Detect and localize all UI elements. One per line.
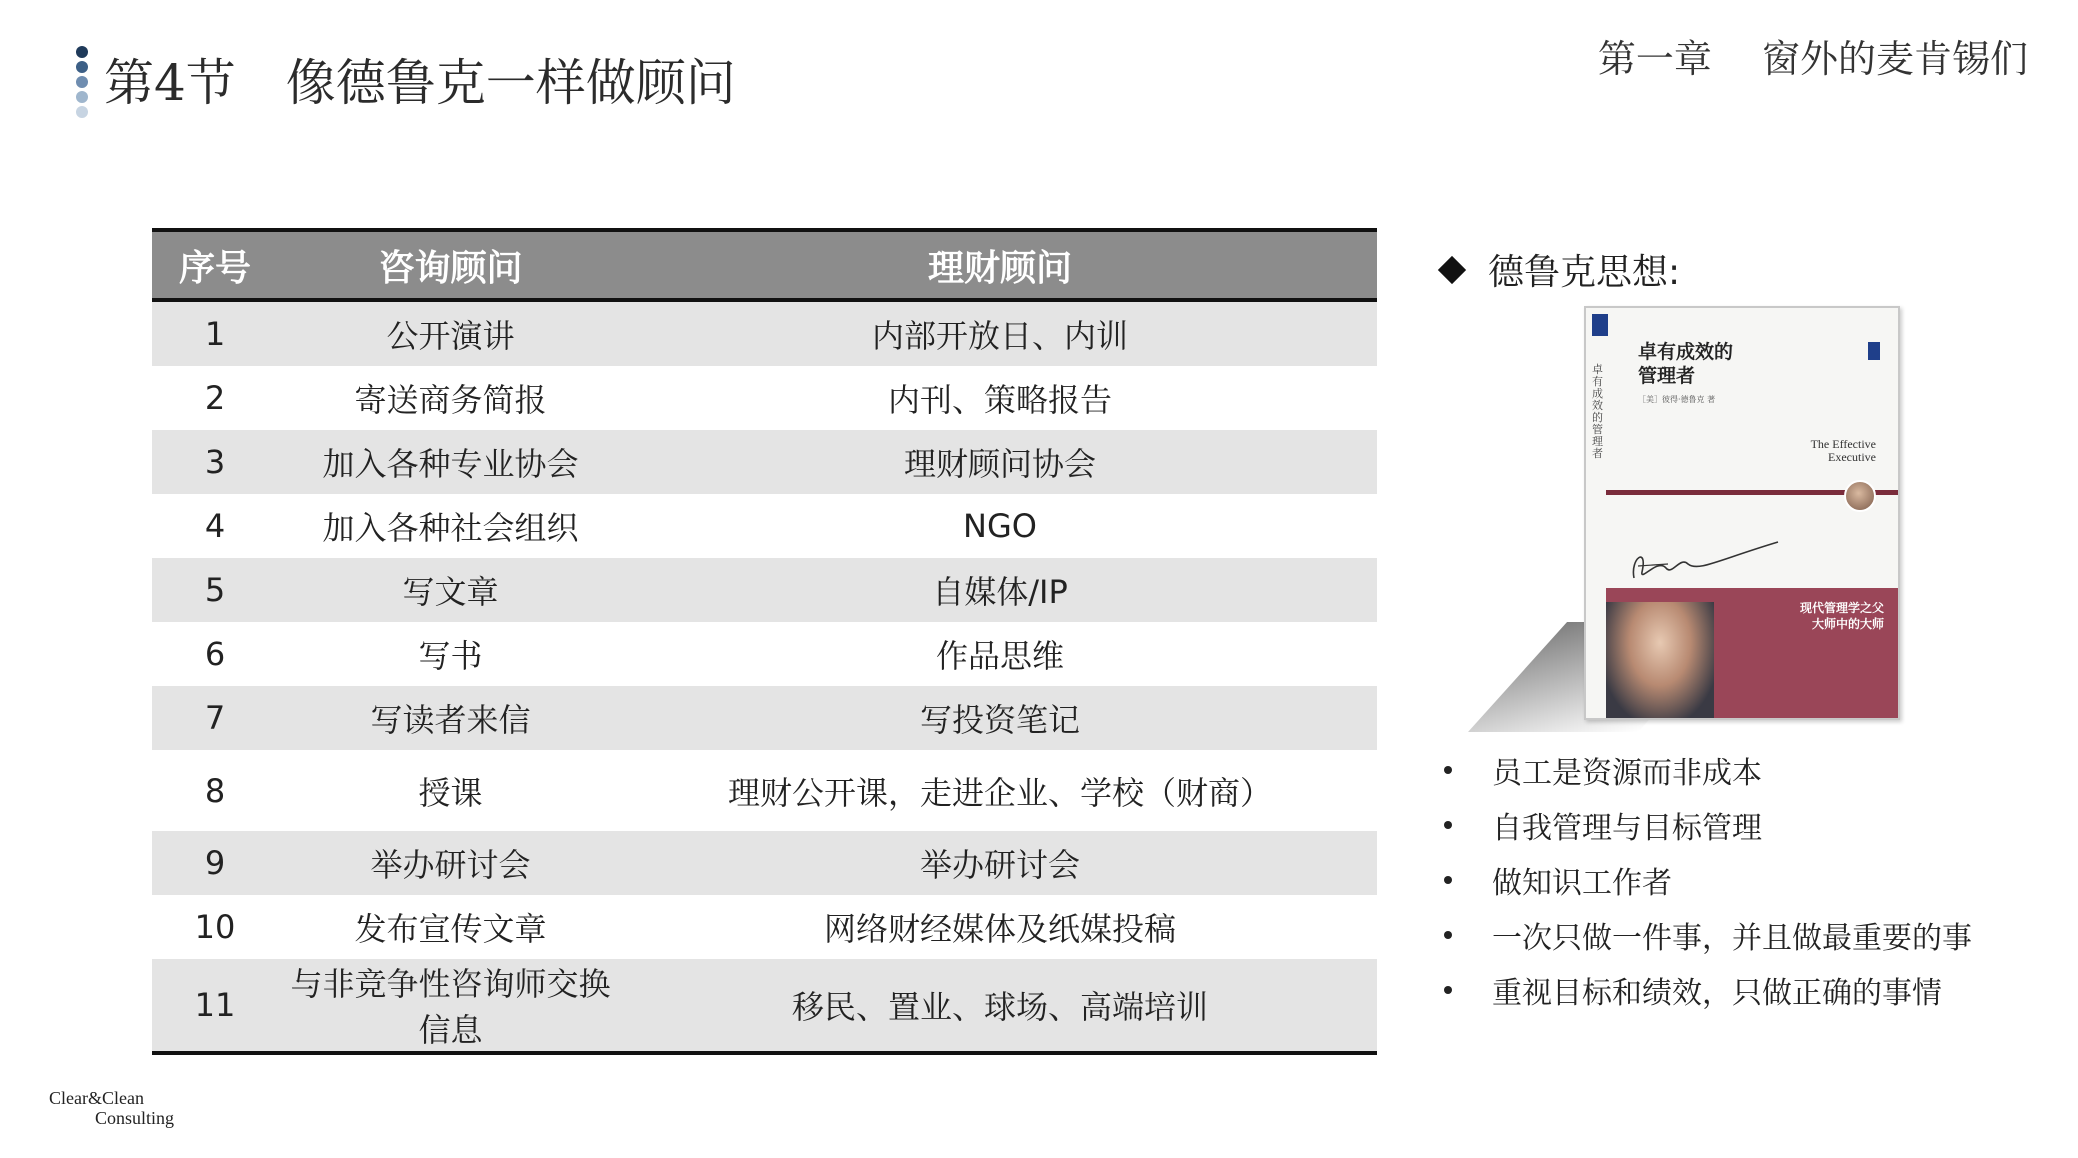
bullet-dot-icon — [1444, 821, 1452, 829]
book-english-line-1: The Effective — [1810, 437, 1876, 451]
dot-3 — [76, 76, 88, 88]
cell-consultant: 写书 — [418, 637, 483, 675]
book-author: ［美］彼得·德鲁克 著 — [1638, 395, 1716, 404]
book-english-line-2: Executive — [1828, 450, 1876, 464]
author-portrait-small — [1844, 480, 1876, 512]
table-header-row — [152, 230, 1377, 300]
dot-1 — [76, 46, 88, 58]
header-consultant: 咨询顾问 — [278, 230, 623, 300]
cell-financial: 理财顾问协会 — [623, 430, 1377, 494]
cell-index: 6 — [204, 635, 226, 673]
dot-5 — [76, 106, 88, 118]
table-row — [152, 494, 1377, 558]
cell-financial: 举办研讨会 — [623, 831, 1377, 895]
bullet-dot-icon — [1444, 876, 1452, 884]
diamond-bullet-icon — [1438, 255, 1466, 283]
cell-index: 1 — [152, 300, 278, 366]
dot-4 — [76, 91, 88, 103]
cell-consultant: 与非竞争性咨询师交换信息 — [278, 959, 623, 1053]
cell-index: 11 — [152, 959, 278, 1053]
table-row — [152, 558, 1377, 622]
cell-consultant: 加入各种专业协会 — [278, 430, 623, 494]
cell-consultant: 写读者来信 — [278, 686, 623, 750]
list-item — [1440, 907, 1972, 962]
table-row — [152, 366, 1377, 430]
publisher-logo-right-icon — [1868, 342, 1880, 360]
cell-consultant: 授课 — [418, 773, 483, 812]
cell-index: 8 — [204, 771, 226, 810]
list-item — [1440, 852, 1972, 907]
table-row — [152, 300, 1377, 366]
cell-index: 3 — [152, 430, 278, 494]
book-title — [1638, 340, 1733, 388]
book-bottom-panel — [1606, 588, 1898, 718]
cell-index: 10 — [194, 908, 236, 946]
comparison-table — [152, 228, 1377, 1055]
brand-line-1: Clear&Clean — [49, 1088, 144, 1108]
chapter-label: 第一章 窗外的麦肯锡们 — [1597, 37, 2028, 81]
table-row — [152, 686, 1377, 750]
cell-index: 9 — [152, 831, 278, 895]
cell-index: 7 — [152, 686, 278, 750]
book-spine-text: 卓有成效的管理者 — [1592, 363, 1603, 460]
cell-index: 5 — [152, 558, 278, 622]
book-title-line-1: 卓有成效的 — [1638, 341, 1734, 363]
publisher-logo-icon — [1592, 314, 1608, 336]
cell-consultant: 寄送商务简报 — [354, 381, 547, 419]
dot-2 — [76, 61, 88, 73]
cell-financial: 自媒体/IP — [623, 558, 1377, 622]
list-item-text: 一次只做一件事，并且做最重要的事 — [1492, 920, 1972, 956]
cell-financial: 写投资笔记 — [623, 686, 1377, 750]
title-bullet-dots — [76, 46, 90, 121]
cell-financial: 内部开放日、内训 — [623, 300, 1377, 366]
book-cover — [1584, 306, 1900, 720]
cell-financial: NGO — [963, 507, 1037, 545]
cell-financial: 移民、置业、球场、高端培训 — [623, 959, 1377, 1053]
brand-logo — [49, 1088, 174, 1128]
header-financial-advisor: 理财顾问 — [623, 230, 1377, 300]
table-row — [152, 750, 1377, 831]
list-item — [1440, 742, 1972, 797]
bullet-dot-icon — [1444, 766, 1452, 774]
drucker-ideas-list — [1440, 742, 1972, 1017]
table-row — [152, 622, 1377, 686]
bullet-dot-icon — [1444, 986, 1452, 994]
cell-consultant: 写文章 — [278, 558, 623, 622]
drucker-heading — [1438, 244, 1680, 295]
book-title-line-2: 管理者 — [1638, 365, 1696, 387]
list-item-text: 重视目标和绩效，只做正确的事情 — [1492, 975, 1942, 1011]
list-item-text: 自我管理与目标管理 — [1492, 810, 1762, 846]
cell-index: 4 — [204, 507, 226, 545]
list-item — [1440, 797, 1972, 852]
brand-line-2: Consulting — [95, 1108, 175, 1128]
page-title: 第4节 像德鲁克一样做顾问 — [104, 54, 736, 112]
author-portrait — [1606, 602, 1714, 718]
book-subtitle-line-1: 现代管理学之父 — [1799, 601, 1884, 615]
table-row — [152, 430, 1377, 494]
list-item — [1440, 962, 1972, 1017]
book-cover-image — [1468, 306, 1898, 720]
list-item-text: 做知识工作者 — [1492, 865, 1672, 901]
cell-financial: 内刊、策略报告 — [887, 381, 1112, 419]
cell-consultant: 举办研讨会 — [278, 831, 623, 895]
table-row — [152, 895, 1377, 959]
cell-index: 2 — [204, 379, 226, 417]
book-english-title — [1811, 438, 1876, 464]
cell-consultant: 加入各种社会组织 — [322, 509, 579, 547]
table-row — [152, 831, 1377, 895]
drucker-heading-label: 德鲁克思想: — [1488, 252, 1681, 293]
list-item-text: 员工是资源而非成本 — [1492, 755, 1762, 791]
cell-financial: 网络财经媒体及纸媒投稿 — [823, 910, 1176, 948]
cell-consultant: 公开演讲 — [278, 300, 623, 366]
table-row — [152, 959, 1377, 1053]
bullet-dot-icon — [1444, 931, 1452, 939]
header-index: 序号 — [152, 230, 278, 300]
cell-financial: 作品思维 — [935, 637, 1064, 675]
cell-consultant: 发布宣传文章 — [354, 910, 547, 948]
signature-icon — [1628, 538, 1788, 588]
cell-financial: 理财公开课，走进企业、学校（财商） — [727, 773, 1272, 812]
book-subtitle — [1800, 600, 1884, 632]
book-subtitle-line-2: 大师中的大师 — [1811, 617, 1884, 631]
